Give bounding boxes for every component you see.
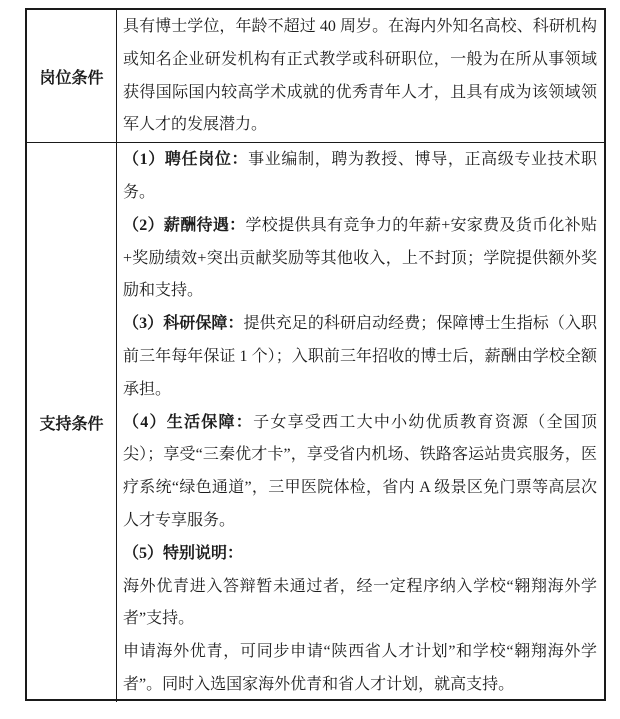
paragraph-body: 事业编制，聘为教授、博导，正高级专业技术职务。 [123,151,597,201]
paragraph-salary [123,210,597,308]
paragraph-research-support [123,308,597,406]
paragraph-body: 申请海外优青，可同步申请“陕西省人才计划”和学校“翱翔海外学者”。同时入选国家海外优青和省人才计划，就高支持。 [123,643,597,693]
paragraph-lead: （4）生活保障： [123,413,254,431]
paragraph-body: 具有博士学位，年龄不超过 40 周岁。在海内外知名高校、科研机构或知名企业研发机构有正式教学或科研职位，一般为在所从事领域获得国际国内较高学术成就的优秀青年人才，且具有成为该领域领军人才的发展潜力。 [123,18,597,134]
paragraph-body: 子女享受西工大中小幼优质教育资源（全国顶尖）；享受“三秦优才卡”，享受省内机场、铁路客运站贵宾服务，医疗系统“绿色通道”，三甲医院体检，省内 A 级景区免门票等高层次人才专享服务。 [123,413,597,529]
paragraph-body: 海外优青进入答辩暂未通过者，经一定程序纳入学校“翱翔海外学者”支持。 [123,577,597,628]
paragraph-lead: （3）科研保障： [123,315,244,333]
paragraph-lead: （1）聘任岗位： [123,151,249,169]
paragraph-appointment [123,144,597,210]
paragraph [123,11,597,142]
paragraph-lead: （2）薪酬待遇： [123,216,246,234]
row-header-position-conditions: 岗位条件 [27,10,117,142]
paragraph-lead: （5）特别说明： [123,544,244,562]
table-row-support-conditions [27,143,604,702]
paragraph-living-support [123,407,597,538]
paragraph-special-note-title [123,538,597,571]
paragraph-body: 提供充足的科研启动经费；保障博士生指标（入职前三年每年保证 1 个）；入职前三年招收的博士后，薪酬由学校全额承担。 [123,315,597,398]
paragraph-special-note-2 [123,636,597,702]
row-content-support-conditions [117,143,604,702]
table-row-position-conditions [27,10,604,143]
paragraph-body: 学校提供具有竞争力的年薪+安家费及货币化补贴+奖励绩效+突出贡献奖励等其他收入，上不封顶；学院提供额外奖励和支持。 [123,216,597,300]
row-content-position-conditions [117,10,604,142]
row-header-support-conditions: 支持条件 [27,143,117,702]
conditions-table [25,8,606,701]
paragraph-special-note-1 [123,571,597,637]
